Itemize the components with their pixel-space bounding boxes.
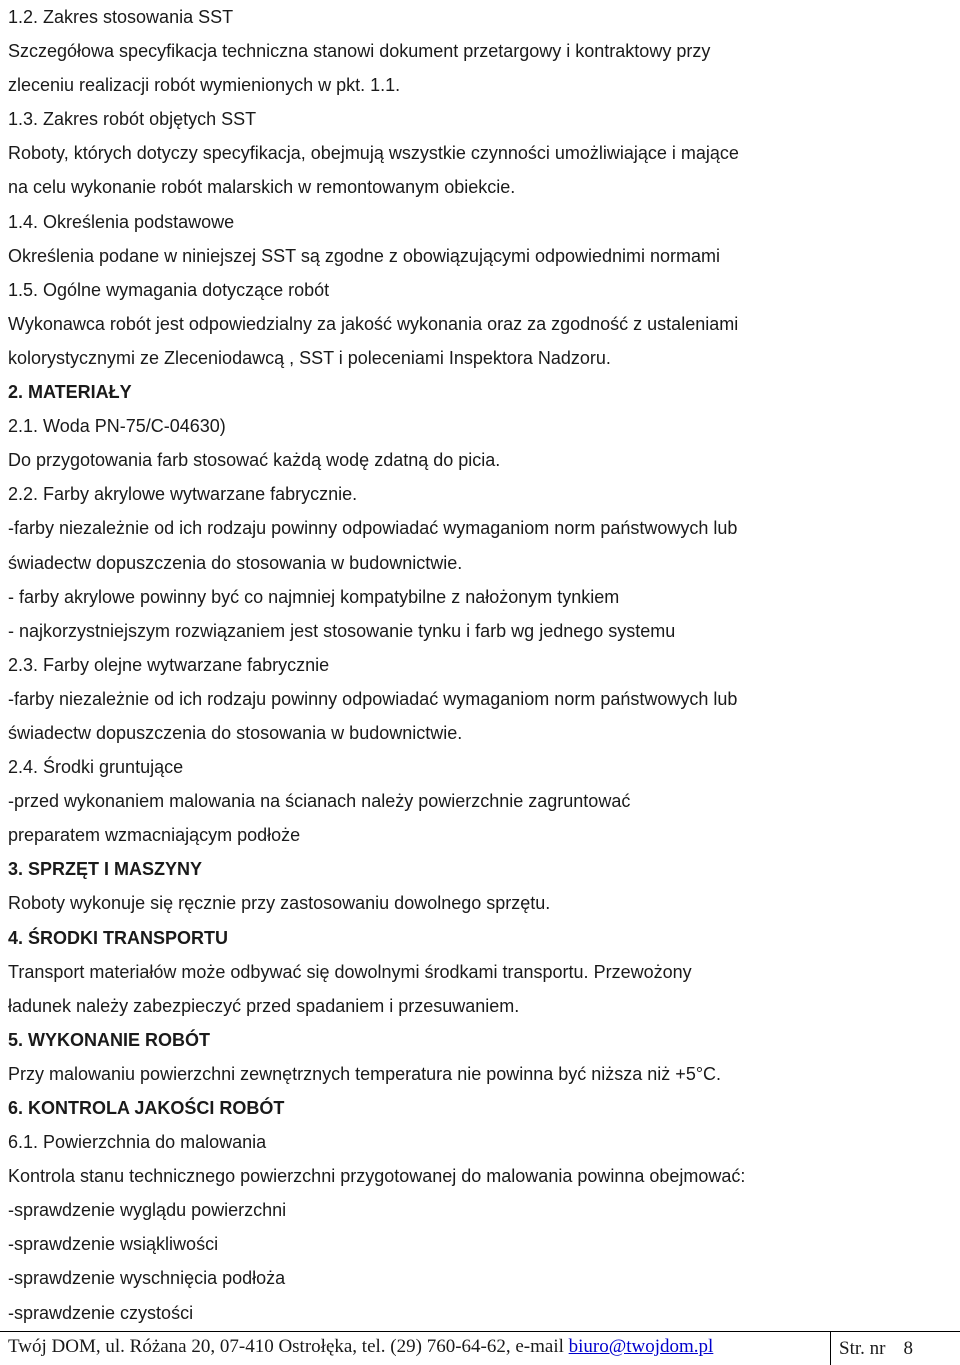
chapter-heading-materialy: 2. MATERIAŁY xyxy=(8,382,132,403)
page-number-box xyxy=(830,1332,960,1365)
section-heading-2-4: 2.4. Środki gruntujące xyxy=(8,757,184,778)
chapter-heading-sprzet: 3. SPRZĘT I MASZYNY xyxy=(8,859,203,880)
list-item: -sprawdzenie wyschnięcia podłoża xyxy=(8,1268,286,1289)
paragraph-line: -farby niezależnie od ich rodzaju powinny odpowiadać wymaganiom norm państwowych lub xyxy=(8,688,738,709)
paragraph-line: kolorystycznymi ze Zleceniodawcą , SST i poleceniami Inspektora Nadzoru. xyxy=(8,347,611,368)
paragraph-line: Szczegółowa specyfikacja techniczna stanowi dokument przetargowy i kontraktowy przy xyxy=(8,41,711,62)
page-number: 8 xyxy=(903,1337,913,1359)
paragraph-line: preparatem wzmacniającym podłoże xyxy=(8,825,301,846)
paragraph-line: Kontrola stanu technicznego powierzchni przygotowanej do malowania powinna obejmować: xyxy=(8,1166,746,1187)
paragraph-line: -przed wykonaniem malowania na ścianach należy powierzchnie zagruntować xyxy=(8,791,631,812)
paragraph-line: Określenia podane w niniejszej SST są zgodne z obowiązującymi odpowiednimi normami xyxy=(8,245,721,266)
paragraph-line: ładunek należy zabezpieczyć przed spadaniem i przesuwaniem. xyxy=(8,995,520,1016)
paragraph-line: świadectw dopuszczenia do stosowania w budownictwie. xyxy=(8,552,463,573)
paragraph-line: -farby niezależnie od ich rodzaju powinny odpowiadać wymaganiom norm państwowych lub xyxy=(8,518,738,539)
paragraph-line: Do przygotowania farb stosować każdą wodę zdatną do picia. xyxy=(8,450,501,471)
paragraph-line: zleceniu realizacji robót wymienionych w pkt. 1.1. xyxy=(8,75,401,96)
chapter-heading-wykonanie: 5. WYKONANIE ROBÓT xyxy=(8,1029,211,1050)
chapter-heading-kontrola: 6. KONTROLA JAKOŚCI ROBÓT xyxy=(8,1098,285,1118)
section-heading-1-3: 1.3. Zakres robót objętych SST xyxy=(8,109,257,130)
page-footer xyxy=(0,1331,960,1365)
list-item: -sprawdzenie czystości xyxy=(8,1302,194,1323)
section-heading-2-3: 2.3. Farby olejne wytwarzane fabrycznie xyxy=(8,654,330,675)
email-link[interactable]: biuro@twojdom.pl xyxy=(568,1336,714,1357)
paragraph-line: na celu wykonanie robót malarskich w remontowanym obiekcie. xyxy=(8,177,516,198)
paragraph-line: - najkorzystniejszym rozwiązaniem jest stosowanie tynku i farb wg jednego systemu xyxy=(8,620,676,641)
document-body xyxy=(8,0,948,1330)
section-heading-6-1: 6.1. Powierzchnia do malowania xyxy=(8,1132,267,1153)
paragraph-line: świadectw dopuszczenia do stosowania w budownictwie. xyxy=(8,722,463,743)
list-item: -sprawdzenie wsiąkliwości xyxy=(8,1234,219,1255)
section-heading-1-5: 1.5. Ogólne wymagania dotyczące robót xyxy=(8,279,330,300)
section-heading-2-2: 2.2. Farby akrylowe wytwarzane fabrycznie. xyxy=(8,484,358,505)
paragraph-line: Wykonawca robót jest odpowiedzialny za jakość wykonania oraz za zgodność z ustaleniami xyxy=(8,313,739,334)
paragraph-line: Transport materiałów może odbywać się dowolnymi środkami transportu. Przewożony xyxy=(8,961,692,982)
paragraph-line: Roboty wykonuje się ręcznie przy zastosowaniu dowolnego sprzętu. xyxy=(8,893,551,914)
footer-contact xyxy=(8,1336,713,1358)
footer-contact-text: Twój DOM, ul. Różana 20, 07-410 Ostrołęka, tel. (29) 760-64-62, e-mail xyxy=(8,1336,569,1357)
list-item: -sprawdzenie wyglądu powierzchni xyxy=(8,1200,287,1221)
paragraph-line: - farby akrylowe powinny być co najmniej kompatybilne z nałożonym tynkiem xyxy=(8,586,620,607)
paragraph-line: Przy malowaniu powierzchni zewnętrznych temperatura nie powinna być niższa niż +5°C. xyxy=(8,1063,722,1084)
section-heading-2-1: 2.1. Woda PN-75/C-04630) xyxy=(8,416,226,437)
page-number-label: Str. nr xyxy=(839,1337,886,1359)
section-heading-1-4: 1.4. Określenia podstawowe xyxy=(8,211,235,232)
chapter-heading-transport: 4. ŚRODKI TRANSPORTU xyxy=(8,927,229,948)
paragraph-line: Roboty, których dotyczy specyfikacja, obejmują wszystkie czynności umożliwiające i mające xyxy=(8,143,739,164)
section-heading-1-2: 1.2. Zakres stosowania SST xyxy=(8,7,234,27)
